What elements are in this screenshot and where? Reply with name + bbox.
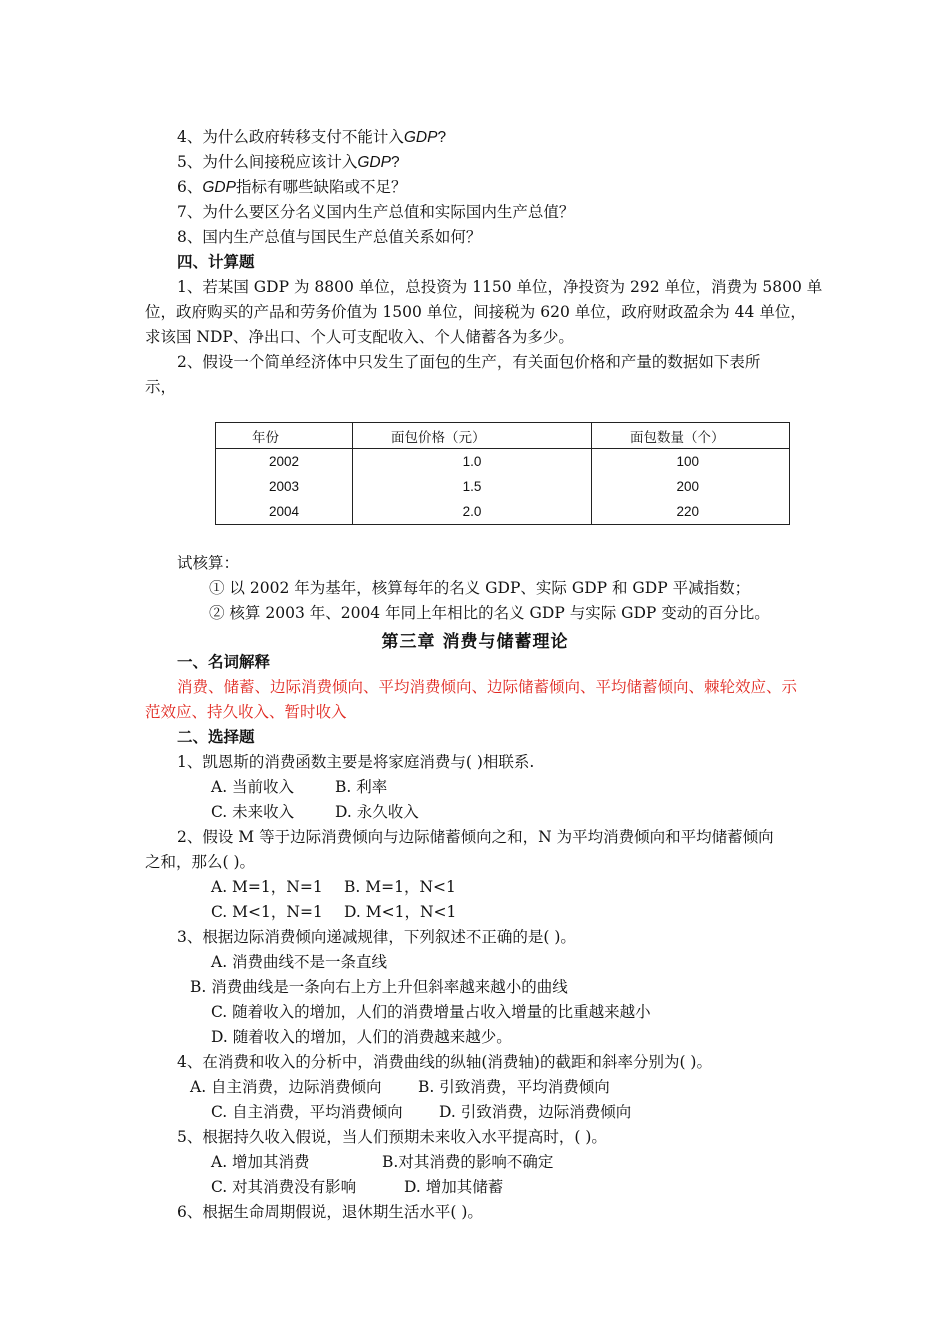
section-4-heading: 四、计算题 (177, 252, 255, 271)
choice-3-option-b: B. 消费曲线是一条向右上方上升但斜率越来越小的曲线 (190, 978, 568, 996)
gdp-term: GDP (357, 154, 391, 171)
choice-3-option-d: D. 随着收入的增加，人们的消费越来越少。 (211, 1028, 512, 1046)
choice-4-option-a: A. 自主消费，边际消费倾向 (190, 1078, 382, 1096)
choice-5-option-d: D. 增加其储蓄 (404, 1178, 504, 1196)
question-4-text: 4、为什么政府转移支付不能计入 (177, 128, 404, 146)
table-row (216, 449, 790, 475)
cell-quantity: 100 (592, 449, 790, 475)
calc-1-line-3: 求该国 NDP、净出口、个人可支配收入、个人储蓄各为多少。 (145, 328, 574, 346)
choice-6-question: 6、根据生命周期假说，退休期生活水平( )。 (177, 1203, 483, 1221)
choice-1-option-d: D. 永久收入 (335, 803, 419, 821)
choice-1-question: 1、凯恩斯的消费函数主要是将家庭消费与( )相联系. (177, 753, 535, 771)
question-8: 8、国内生产总值与国民生产总值关系如何？ (177, 228, 482, 246)
choice-2-option-b: B. M=1，N<1 (344, 878, 456, 896)
calc-2-line-2: 示， (145, 378, 177, 396)
terms-line-1: 消费、储蓄、边际消费倾向、平均消费倾向、边际储蓄倾向、平均储蓄倾向、棘轮效应、示 (177, 678, 798, 696)
choice-2-question-line-1: 2、假设 M 等于边际消费倾向与边际储蓄倾向之和，N 为平均消费倾向和平均储蓄倾向 (177, 828, 774, 846)
cell-quantity: 220 (592, 499, 790, 525)
bread-data-table (215, 422, 790, 525)
choice-1-option-b: B. 利率 (335, 778, 388, 796)
terms-line-2: 范效应、持久收入、暂时收入 (145, 703, 347, 721)
cell-year: 2002 (216, 449, 353, 475)
choice-2-option-c: C. M<1，N=1 (211, 903, 323, 921)
choice-1-option-c: C. 未来收入 (211, 803, 295, 821)
choice-4-option-b: B. 引致消费，平均消费倾向 (418, 1078, 610, 1096)
choice-5-option-a: A. 增加其消费 (211, 1153, 310, 1171)
choice-1-option-a: A. 当前收入 (211, 778, 295, 796)
cell-price: 2.0 (353, 499, 592, 525)
choice-3-question: 3、根据边际消费倾向递减规律，下列叙述不正确的是( )。 (177, 928, 576, 946)
cell-price: 1.5 (353, 474, 592, 499)
calc-item-2: ② 核算 2003 年、2004 年同上年相比的名义 GDP 与实际 GDP 变动的百分比。 (209, 604, 770, 622)
question-4-mark: ? (437, 129, 447, 146)
question-5-text: 5、为什么间接税应该计入 (177, 153, 358, 171)
question-5 (177, 152, 400, 173)
question-7: 7、为什么要区分名义国内生产总值和实际国内生产总值？ (177, 203, 575, 221)
choice-2-option-d: D. M<1，N<1 (344, 903, 457, 921)
chapter-title: 第三章 消费与储蓄理论 (381, 632, 569, 652)
header-quantity: 面包数量（个） (592, 423, 790, 449)
calc-2-line-1: 2、假设一个简单经济体中只发生了面包的生产，有关面包价格和产量的数据如下表所 (177, 353, 761, 371)
table-row (216, 474, 790, 499)
choice-2-option-a: A. M=1，N=1 (211, 878, 323, 896)
cell-quantity: 200 (592, 474, 790, 499)
calc-item-1: ① 以 2002 年为基年，核算每年的名义 GDP、实际 GDP 和 GDP 平减指数； (209, 579, 751, 597)
calc-1-line-1: 1、若某国 GDP 为 8800 单位，总投资为 1150 单位，净投资为 292 单位，消费为 5800 单 (177, 278, 823, 296)
question-6-text: 指标有哪些缺陷或不足？ (235, 178, 407, 196)
table-header-row (216, 423, 790, 449)
gdp-term: GDP (403, 129, 438, 146)
choice-3-option-a: A. 消费曲线不是一条直线 (211, 953, 388, 971)
choice-5-option-b: B.对其消费的影响不确定 (382, 1153, 554, 1171)
choice-5-option-c: C. 对其消费没有影响 (211, 1178, 357, 1196)
cell-year: 2004 (216, 499, 353, 525)
table-row (216, 499, 790, 525)
section-2-heading: 二、选择题 (177, 727, 255, 746)
header-price: 面包价格（元） (353, 423, 592, 449)
calc-intro: 试核算： (177, 554, 240, 572)
calc-1-line-2: 位，政府购买的产品和劳务价值为 1500 单位，间接税为 620 单位，政府财政盈余为 44 单位， (145, 303, 806, 321)
choice-4-option-c: C. 自主消费，平均消费倾向 (211, 1103, 403, 1121)
question-5-mark: ? (390, 154, 400, 171)
section-1-heading: 一、名词解释 (177, 652, 271, 671)
header-year: 年份 (216, 423, 353, 449)
cell-price: 1.0 (353, 449, 592, 475)
question-4 (177, 127, 446, 148)
choice-5-question: 5、根据持久收入假说，当人们预期未来收入水平提高时，( )。 (177, 1128, 607, 1146)
choice-4-option-d: D. 引致消费，边际消费倾向 (439, 1103, 632, 1121)
question-6 (177, 177, 406, 198)
gdp-term: GDP (202, 179, 236, 196)
choice-3-option-c: C. 随着收入的增加，人们的消费增量占收入增量的比重越来越小 (211, 1003, 651, 1021)
choice-4-question: 4、在消费和收入的分析中，消费曲线的纵轴(消费轴)的截距和斜率分别为( )。 (177, 1053, 712, 1071)
choice-2-question-line-2: 之和，那么( )。 (145, 853, 256, 871)
cell-year: 2003 (216, 474, 353, 499)
question-6-number: 6、 (177, 178, 203, 196)
